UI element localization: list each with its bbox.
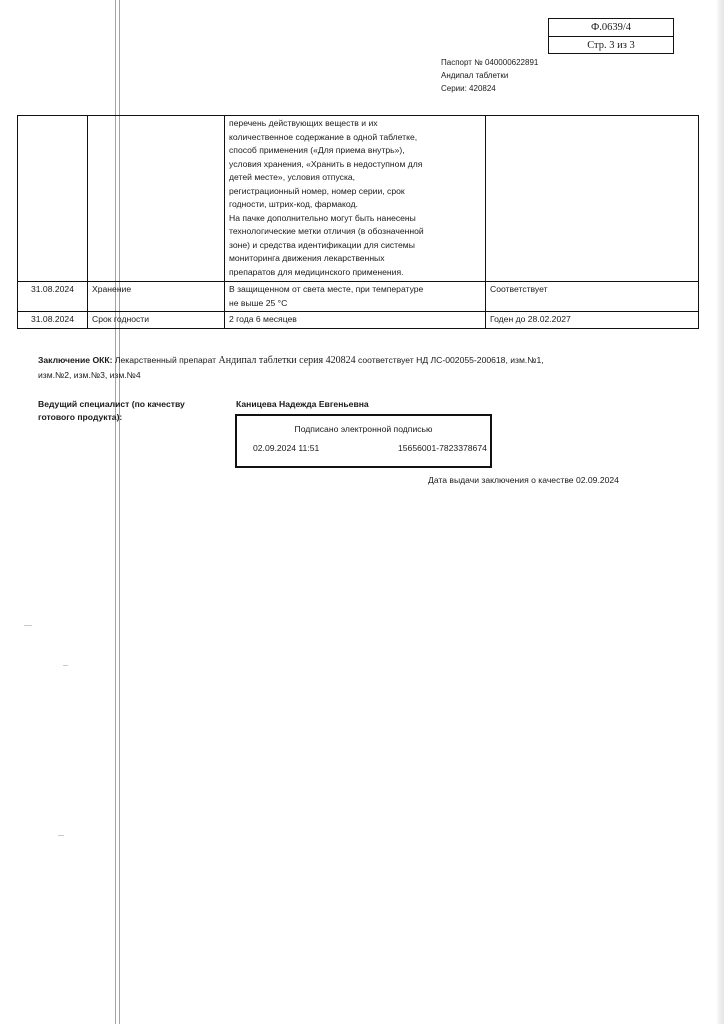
table-cell <box>88 116 225 282</box>
specialist-role <box>38 398 185 424</box>
product-name: Андипал таблетки <box>441 71 509 80</box>
electronic-signature-box <box>235 414 492 468</box>
description-line: препаратов для медицинского применения. <box>229 266 404 277</box>
table-row <box>18 116 699 282</box>
series-number: Серии: 420824 <box>441 84 496 93</box>
conclusion-line2: изм.№2, изм.№3, изм.№4 <box>38 370 141 380</box>
description-line: мониторинга движения лекарственных <box>229 253 385 263</box>
test-requirement <box>225 282 486 312</box>
test-parameter: Хранение <box>88 282 225 312</box>
description-line: регистрационный номер, номер серии, срок <box>229 185 405 196</box>
specialist-role-line: готового продукта): <box>38 412 123 422</box>
description-line: детей месте», условия отпуска, <box>229 172 356 182</box>
table-row <box>18 282 699 312</box>
table-cell <box>486 116 699 282</box>
table-cell <box>18 116 88 282</box>
test-parameter: Срок годности <box>88 312 225 329</box>
qc-conclusion <box>38 353 678 383</box>
description-line: условия хранения, «Хранить в недоступном для <box>229 158 423 169</box>
form-code-box <box>548 18 674 54</box>
form-code: Ф.0639/4 <box>590 22 632 33</box>
specialist-name: Каницева Надежда Евгеньевна <box>236 399 369 409</box>
test-date: 31.08.2024 <box>18 312 88 329</box>
table-row <box>18 312 699 329</box>
scan-speck <box>58 835 64 836</box>
description-line: перечень действующих веществ и их <box>229 118 378 128</box>
signature-code: 15656001-7823378674 <box>398 443 487 453</box>
test-date: 31.08.2024 <box>18 282 88 312</box>
continued-description <box>229 117 481 279</box>
page-number: Стр. 3 из 3 <box>549 36 673 53</box>
signature-datetime: 02.09.2024 11:51 <box>253 443 320 453</box>
conclusion-text-before: Лекарственный препарат <box>114 355 217 365</box>
test-requirement <box>225 312 486 329</box>
description-cell <box>225 116 486 282</box>
scan-speck <box>63 665 68 666</box>
description-line: способ применения («Для приема внутрь»), <box>229 145 405 155</box>
passport-number: Паспорт № 040000622891 <box>441 58 539 67</box>
conclusion-product: Андипал таблетки серия 420824 <box>218 355 356 366</box>
passport-header <box>441 56 538 95</box>
conclusion-text-after: соответствует НД ЛС-002055-200618, изм.№1, <box>358 355 544 365</box>
signature-caption: Подписано электронной подписью <box>294 424 433 434</box>
conclusion-label: Заключение ОКК: <box>38 355 113 365</box>
description-line: количественное содержание в одной таблетке, <box>229 131 418 142</box>
issue-date: Дата выдачи заключения о качестве 02.09.2024 <box>428 475 619 485</box>
requirement-line: В защищенном от света месте, при температуре <box>229 284 424 294</box>
scan-speck <box>24 625 32 626</box>
test-result: Соответствует <box>486 282 699 312</box>
test-result: Годен до 28.02.2027 <box>486 312 699 329</box>
description-line: технологические метки отличия (в обозначенной <box>229 226 424 236</box>
description-line: годности, штрих-код, фармакод. <box>229 199 358 209</box>
description-line: На пачке дополнительно могут быть нанесены <box>229 212 416 223</box>
requirement-line: не выше 25 °С <box>229 297 288 308</box>
description-line: зоне) и средства идентификации для системы <box>229 239 415 250</box>
specialist-role-line: Ведущий специалист (по качеству <box>38 399 185 409</box>
scan-edge <box>716 0 724 1024</box>
requirement-line: 2 года 6 месяцев <box>229 314 297 324</box>
quality-table <box>17 115 699 329</box>
